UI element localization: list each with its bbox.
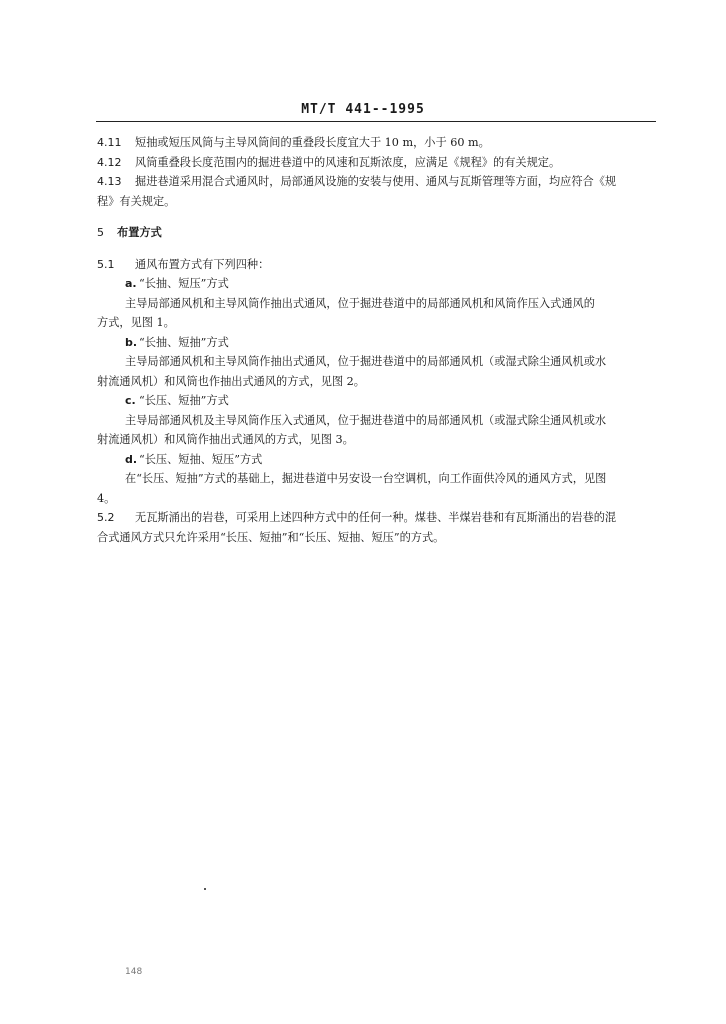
- spacer: [97, 211, 659, 223]
- item-title: “长抽、短抽”方式: [139, 335, 229, 349]
- section-5-heading: [97, 223, 659, 243]
- item-c-body: 主导局部通风机及主导风筒作压入式通风，位于掘进巷道中的局部通风机（或湿式除尘通风机或水: [125, 413, 607, 427]
- header-rule: [96, 121, 656, 122]
- clause-text: 短抽或短压风筒与主导风筒间的重叠段长度宜大于 10 m，小于 60 m。: [135, 136, 490, 149]
- page-number: 148: [125, 967, 143, 977]
- item-b-title: [97, 333, 659, 353]
- clause-4-13: [97, 172, 659, 192]
- standard-code-header: MT/T 441--1995: [301, 102, 425, 117]
- clause-4-11: [97, 133, 659, 153]
- clause-text: 通风布置方式有下列四种：: [135, 257, 270, 271]
- clause-4-13-continuation: 程》有关规定。: [97, 194, 176, 208]
- clause-text: 风筒重叠段长度范围内的掘进巷道中的风速和瓦斯浓度，应满足《规程》的有关规定。: [135, 155, 561, 169]
- item-a-title: [97, 274, 659, 294]
- item-c-continuation: 射流通风机）和风筒作抽出式通风的方式，见图 3。: [97, 433, 354, 446]
- clause-5-2-continuation: 合式通风方式只允许采用“长压、短抽”和“长压、短抽、短压”的方式。: [97, 530, 445, 544]
- item-c-title: [97, 391, 659, 411]
- clause-number: 5.1: [97, 257, 115, 271]
- section-title: 布置方式: [117, 225, 162, 239]
- item-a-body: 主导局部通风机和主导风筒作抽出式通风，位于掘进巷道中的局部通风机和风筒作压入式通风的: [125, 296, 595, 310]
- item-title: “长压、短抽、短压”方式: [139, 452, 263, 466]
- scan-speck: [204, 888, 206, 890]
- item-d-title: [97, 450, 659, 470]
- item-label: b.: [125, 335, 138, 349]
- item-label: c.: [125, 394, 136, 407]
- document-body: [97, 133, 659, 547]
- item-b-body: 主导局部通风机和主导风筒作抽出式通风，位于掘进巷道中的局部通风机（或湿式除尘通风机或水: [125, 355, 607, 368]
- item-a-continuation: 方式，见图 1。: [97, 316, 175, 329]
- item-title: “长压、短抽”方式: [139, 394, 229, 407]
- item-label: d.: [125, 452, 138, 466]
- clause-number: 4.12: [97, 155, 122, 169]
- clause-4-12: [97, 153, 659, 173]
- item-d-body: 在“长压、短抽”方式的基础上，掘进巷道中另安设一台空调机，向工作面供冷风的通风方式，见图: [125, 472, 607, 485]
- spacer: [97, 243, 659, 255]
- clause-number: 4.13: [97, 175, 122, 188]
- item-b-continuation: 射流通风机）和风筒也作抽出式通风的方式，见图 2。: [97, 374, 365, 388]
- clause-text: 无瓦斯涌出的岩巷，可采用上述四种方式中的任何一种。煤巷、半煤岩巷和有瓦斯涌出的岩巷的混: [135, 511, 617, 524]
- clause-number: 4.11: [97, 136, 122, 149]
- item-label: a.: [125, 277, 137, 290]
- section-number: 5: [97, 226, 104, 239]
- item-d-continuation: 4。: [97, 491, 116, 505]
- item-title: “长抽、短压”方式: [139, 277, 229, 290]
- clause-5-1: [97, 255, 659, 275]
- clause-5-2: [97, 508, 659, 528]
- clause-number: 5.2: [97, 511, 115, 524]
- clause-text: 掘进巷道采用混合式通风时，局部通风设施的安装与使用、通风与瓦斯管理等方面，均应符合《规: [135, 175, 617, 188]
